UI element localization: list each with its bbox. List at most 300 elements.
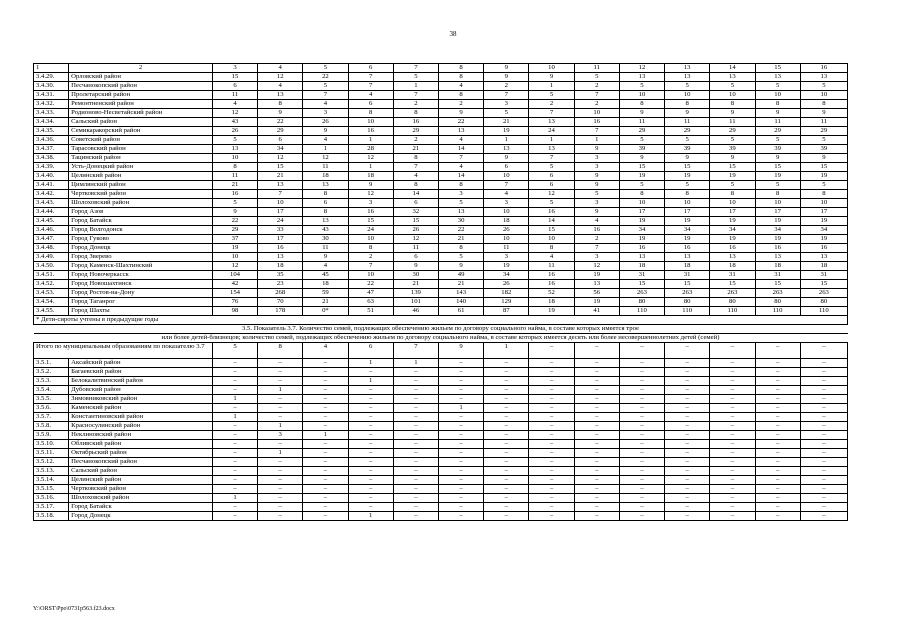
table-cell: 6 [348, 64, 393, 73]
table-cell: 80 [619, 298, 664, 307]
table-cell: Город Каменск-Шахтинский [69, 262, 213, 271]
table-row [34, 271, 848, 280]
table-cell: 13 [665, 253, 710, 262]
table-cell: – [438, 377, 483, 386]
table-cell: 10 [212, 154, 257, 163]
table-cell: 4 [438, 82, 483, 91]
table-cell: – [529, 377, 574, 386]
table-cell: – [665, 377, 710, 386]
table-cell: 6 [393, 253, 438, 262]
table-cell: – [800, 476, 847, 485]
table-cell: Багаевский район [69, 368, 213, 377]
table-cell: – [303, 377, 348, 386]
table-cell: – [619, 359, 664, 368]
table-cell: – [258, 440, 303, 449]
table-cell: – [710, 458, 755, 467]
table-cell: 10 [710, 91, 755, 100]
table-cell: 8 [393, 109, 438, 118]
table-cell: 8 [755, 190, 800, 199]
table-cell: 22 [212, 217, 257, 226]
table-cell: 10 [574, 109, 619, 118]
table-cell: – [574, 467, 619, 476]
table-cell: 12 [258, 73, 303, 82]
table-cell: Пролетарский район [69, 91, 213, 100]
table-cell: – [529, 343, 574, 359]
table-cell: 39 [800, 145, 847, 154]
table-cell: 19 [619, 235, 664, 244]
table-cell: 3.4.51. [34, 271, 69, 280]
table-cell: 8 [529, 244, 574, 253]
table-cell: 9 [438, 109, 483, 118]
table-cell: 31 [665, 271, 710, 280]
table-cell: 263 [665, 289, 710, 298]
table-cell: 4 [348, 91, 393, 100]
table-cell: – [619, 449, 664, 458]
table-cell: – [574, 449, 619, 458]
table-cell: – [484, 377, 529, 386]
table-cell: – [574, 377, 619, 386]
table-cell: 26 [484, 280, 529, 289]
table-cell: – [258, 377, 303, 386]
table-cell: 10 [619, 199, 664, 208]
table-cell: 18 [348, 172, 393, 181]
table-cell: – [212, 440, 257, 449]
table-cell: 12 [212, 109, 257, 118]
table-row [34, 199, 848, 208]
table-cell: – [484, 431, 529, 440]
table-cell: – [348, 440, 393, 449]
table-cell: – [438, 440, 483, 449]
table-row [34, 145, 848, 154]
table-cell: 13 [710, 73, 755, 82]
table-cell: 17 [755, 208, 800, 217]
table-cell: 21 [258, 172, 303, 181]
table-cell: 3.4.43. [34, 199, 69, 208]
table-cell: 3.5.17. [34, 503, 69, 512]
table-cell: – [484, 494, 529, 503]
table-cell: 3 [574, 154, 619, 163]
table-cell: – [574, 476, 619, 485]
table-cell: 3.5.8. [34, 422, 69, 431]
table-cell: 10 [258, 199, 303, 208]
table-cell: 2 [574, 82, 619, 91]
table-cell: 10 [710, 199, 755, 208]
table-cell: 34 [665, 226, 710, 235]
footnote [34, 316, 848, 325]
table-cell: 26 [212, 127, 257, 136]
table-cell: 12 [303, 154, 348, 163]
table-cell: – [619, 458, 664, 467]
table-cell: 19 [665, 172, 710, 181]
table-cell: 3.4.55. [34, 307, 69, 316]
table-cell: 19 [574, 271, 619, 280]
table-cell: 1 [348, 163, 393, 172]
table-cell: 5 [755, 82, 800, 91]
table-cell: 11 [393, 244, 438, 253]
table-cell: 3 [438, 190, 483, 199]
table-cell: 9 [393, 262, 438, 271]
table-cell: – [665, 512, 710, 521]
table-cell: – [710, 386, 755, 395]
table-cell: 7 [258, 190, 303, 199]
table-cell: – [755, 343, 800, 359]
table-cell: 5 [212, 343, 257, 359]
table-cell: 19 [665, 217, 710, 226]
table-cell: 8 [619, 190, 664, 199]
table-cell: 21 [438, 280, 483, 289]
table-cell: Город Новочеркасск [69, 271, 213, 280]
table-cell: 11 [212, 172, 257, 181]
table-cell: 7 [393, 91, 438, 100]
table-cell: 1 [303, 431, 348, 440]
table-cell: 9 [665, 109, 710, 118]
table-row [34, 413, 848, 422]
table-cell: 3.5.10. [34, 440, 69, 449]
table-cell: – [755, 458, 800, 467]
table-cell: – [393, 485, 438, 494]
section-heading-line [34, 325, 848, 334]
table-cell: – [258, 512, 303, 521]
table-cell: 9 [303, 253, 348, 262]
table-cell: 19 [710, 217, 755, 226]
table-cell: 15 [755, 280, 800, 289]
table-row [34, 289, 848, 298]
table-row [34, 512, 848, 521]
table-cell: – [393, 503, 438, 512]
table-cell: 13 [258, 253, 303, 262]
table-cell: 8 [665, 190, 710, 199]
table-cell: – [258, 467, 303, 476]
table-cell: Город Волгодонск [69, 226, 213, 235]
table-cell: 5 [212, 136, 257, 145]
table-cell: – [484, 368, 529, 377]
table-cell: 17 [710, 208, 755, 217]
table-cell: 3.4.35. [34, 127, 69, 136]
table-cell: 2 [574, 235, 619, 244]
table-cell: – [574, 440, 619, 449]
table-cell: 10 [212, 253, 257, 262]
table-cell: 8 [438, 73, 483, 82]
table-cell: 3.4.34. [34, 118, 69, 127]
table-cell: – [258, 413, 303, 422]
table-row [34, 172, 848, 181]
table-cell: 1 [348, 377, 393, 386]
table-cell: 16 [665, 244, 710, 253]
table-cell: 5 [484, 109, 529, 118]
table-cell: – [303, 512, 348, 521]
table-cell: – [619, 395, 664, 404]
table-cell: – [484, 458, 529, 467]
table-cell: 19 [800, 172, 847, 181]
table-cell: 52 [529, 289, 574, 298]
table-cell: 3.5.11. [34, 449, 69, 458]
table-cell: Город Ростов-на-Дону [69, 289, 213, 298]
table-cell: 12 [574, 262, 619, 271]
table-cell: 3 [258, 431, 303, 440]
table-cell: 9 [348, 181, 393, 190]
table-cell: 26 [303, 118, 348, 127]
table-cell: 3 [574, 199, 619, 208]
table-cell: – [619, 368, 664, 377]
table-cell: – [574, 512, 619, 521]
table-row [34, 217, 848, 226]
table-cell: – [438, 422, 483, 431]
table-cell: 7 [393, 64, 438, 73]
table-cell: 263 [710, 289, 755, 298]
table-row [34, 467, 848, 476]
table-cell: Город Шахты [69, 307, 213, 316]
table-cell: 5 [303, 64, 348, 73]
table-cell: 15 [212, 73, 257, 82]
table-cell: 12 [258, 154, 303, 163]
table-cell: – [755, 413, 800, 422]
footnote-text: * Дети-сироты учтены в предыдущие годы [34, 316, 848, 325]
table-cell: 10 [484, 235, 529, 244]
table-cell: 104 [212, 271, 257, 280]
table-cell: 29 [393, 127, 438, 136]
table-cell: – [710, 395, 755, 404]
table-cell: – [665, 458, 710, 467]
table-cell: – [303, 467, 348, 476]
table-cell: 9 [438, 343, 483, 359]
table-cell: Город Таганрог [69, 298, 213, 307]
table-row [34, 82, 848, 91]
table-cell: 3 [484, 253, 529, 262]
table-cell: 39 [755, 145, 800, 154]
table-cell: 1 [393, 359, 438, 368]
table-cell: – [303, 386, 348, 395]
table-cell: – [755, 476, 800, 485]
table-cell: – [212, 503, 257, 512]
table-cell: 8 [303, 190, 348, 199]
table-cell: 80 [800, 298, 847, 307]
table-cell: 34 [619, 226, 664, 235]
table-cell: 9 [710, 109, 755, 118]
table-cell: 9 [484, 73, 529, 82]
table-cell: 18 [710, 262, 755, 271]
table-cell: – [619, 503, 664, 512]
table-cell: – [484, 404, 529, 413]
table-cell: 10 [755, 199, 800, 208]
table-cell: – [755, 503, 800, 512]
table-cell: – [258, 458, 303, 467]
table-cell: – [665, 503, 710, 512]
table-cell: – [438, 413, 483, 422]
table-row [34, 136, 848, 145]
table-cell: 8 [393, 154, 438, 163]
table-cell: 10 [665, 91, 710, 100]
table-cell: 4 [303, 343, 348, 359]
table-cell: 24 [529, 127, 574, 136]
table-cell: – [800, 413, 847, 422]
table-row [34, 395, 848, 404]
table-cell: – [348, 422, 393, 431]
table-cell: 3.4.32. [34, 100, 69, 109]
table-cell: 39 [665, 145, 710, 154]
table-cell: – [755, 485, 800, 494]
table-row [34, 431, 848, 440]
table-cell: 13 [529, 118, 574, 127]
table-cell: 11 [212, 91, 257, 100]
table-cell: 8 [800, 190, 847, 199]
table-cell: – [348, 503, 393, 512]
table-cell: Город Донецк [69, 512, 213, 521]
table-cell: – [348, 404, 393, 413]
table-cell: 3 [484, 199, 529, 208]
table-cell: 19 [800, 217, 847, 226]
table-cell: – [348, 386, 393, 395]
table-cell: – [529, 413, 574, 422]
table-cell: Константиновский район [69, 413, 213, 422]
table-cell: 7 [303, 91, 348, 100]
table-cell: 10 [529, 64, 574, 73]
table-cell: 16 [755, 244, 800, 253]
table-cell: 3.4.36. [34, 136, 69, 145]
table-cell: – [393, 458, 438, 467]
table-cell: – [755, 422, 800, 431]
table-cell: Чертковский район [69, 485, 213, 494]
table-cell: 3.5.18. [34, 512, 69, 521]
table-cell: 7 [484, 181, 529, 190]
table-cell: – [484, 422, 529, 431]
table-cell: 15 [710, 163, 755, 172]
table-cell: 16 [574, 226, 619, 235]
table-cell: – [348, 467, 393, 476]
table-cell: 139 [393, 289, 438, 298]
table-cell: – [348, 449, 393, 458]
table-cell: – [258, 485, 303, 494]
table-cell: – [393, 512, 438, 521]
table-cell: Город Батайск [69, 217, 213, 226]
table-cell: 8 [438, 91, 483, 100]
table-cell: 7 [393, 163, 438, 172]
table-cell: 19 [529, 307, 574, 316]
table-cell: Зимовниковский район [69, 395, 213, 404]
table-cell: – [438, 512, 483, 521]
table-cell: – [303, 413, 348, 422]
table-cell: 9 [574, 172, 619, 181]
table-cell: 12 [348, 190, 393, 199]
table-row [34, 280, 848, 289]
table-cell: 3.4.48. [34, 244, 69, 253]
table-cell: – [800, 422, 847, 431]
section-heading-line-text: или более детей-близнецов; количество семей, подлежащих обеспечению жильем по договору социального найма, в составе которых имеется десять или более несовершеннолетних детей (семей) [34, 334, 848, 343]
table-cell: 6 [348, 343, 393, 359]
table-cell: Целинский район [69, 172, 213, 181]
table-cell: – [348, 494, 393, 503]
table-row [34, 404, 848, 413]
table-cell: 15 [755, 64, 800, 73]
table-cell: 10 [348, 118, 393, 127]
table-cell: 11 [484, 244, 529, 253]
table-cell: – [574, 458, 619, 467]
table-row [34, 91, 848, 100]
table-cell: – [800, 485, 847, 494]
table-cell: 5 [755, 181, 800, 190]
table-cell: 29 [755, 127, 800, 136]
table-cell: 268 [258, 289, 303, 298]
table-cell: 9 [438, 262, 483, 271]
table-row [34, 163, 848, 172]
table-cell: Город Азов [69, 208, 213, 217]
table-cell: 110 [755, 307, 800, 316]
table-cell: 3.4.37. [34, 145, 69, 154]
table-cell: – [574, 494, 619, 503]
table-cell: – [258, 494, 303, 503]
table-cell: 2 [438, 100, 483, 109]
table-cell: 8 [258, 100, 303, 109]
table-cell: 47 [348, 289, 393, 298]
table-cell: – [212, 386, 257, 395]
table-cell: 26 [393, 226, 438, 235]
table-cell: – [438, 476, 483, 485]
total-label: Итого по муниципальным образованиям по показателю 3.7 [34, 343, 213, 359]
table-cell: 12 [393, 235, 438, 244]
table-cell: 8 [710, 100, 755, 109]
table-cell: – [348, 368, 393, 377]
table-cell: – [574, 404, 619, 413]
table-cell: – [212, 359, 257, 368]
table-cell: 110 [665, 307, 710, 316]
table-cell: 15 [800, 280, 847, 289]
table-cell: 19 [710, 235, 755, 244]
table-cell: 11 [529, 262, 574, 271]
table-cell: – [529, 503, 574, 512]
table-cell: 15 [619, 280, 664, 289]
table-cell: 140 [438, 298, 483, 307]
table-cell: 8 [800, 100, 847, 109]
table-cell: – [438, 485, 483, 494]
table-row [34, 181, 848, 190]
table-cell: – [665, 368, 710, 377]
table-cell: – [755, 440, 800, 449]
table-cell: 18 [529, 298, 574, 307]
table-cell: 5 [393, 73, 438, 82]
table-cell: – [800, 386, 847, 395]
section-heading-line-text: 3.5. Показатель 3.7. Количество семей, подлежащих обеспечению жильем по договору социального найма, в составе которых имеется трое [34, 325, 848, 334]
table-cell: – [529, 458, 574, 467]
table-cell: 17 [665, 208, 710, 217]
table-cell: – [303, 440, 348, 449]
table-cell: 22 [438, 226, 483, 235]
table-cell: – [438, 467, 483, 476]
table-cell: 9 [484, 64, 529, 73]
table-cell: 22 [438, 118, 483, 127]
table-cell: Сальский район [69, 118, 213, 127]
table-cell: 13 [258, 91, 303, 100]
table-cell: – [710, 512, 755, 521]
table-cell: – [529, 440, 574, 449]
table-cell: 4 [484, 190, 529, 199]
table-cell: 6 [303, 199, 348, 208]
table-cell: 5 [665, 181, 710, 190]
table-cell: – [710, 503, 755, 512]
table-cell: 14 [529, 217, 574, 226]
table-cell: – [212, 422, 257, 431]
table-cell: 31 [619, 271, 664, 280]
table-cell: 30 [393, 271, 438, 280]
table-cell: 11 [665, 118, 710, 127]
table-cell: Город Батайск [69, 503, 213, 512]
table-cell: 1 [348, 136, 393, 145]
table-cell: 7 [574, 127, 619, 136]
table-cell: 43 [212, 118, 257, 127]
table-cell: 3.5.6. [34, 404, 69, 413]
table-cell: – [755, 494, 800, 503]
table-cell: – [665, 440, 710, 449]
table-cell: 15 [529, 226, 574, 235]
table-cell: 3 [348, 199, 393, 208]
